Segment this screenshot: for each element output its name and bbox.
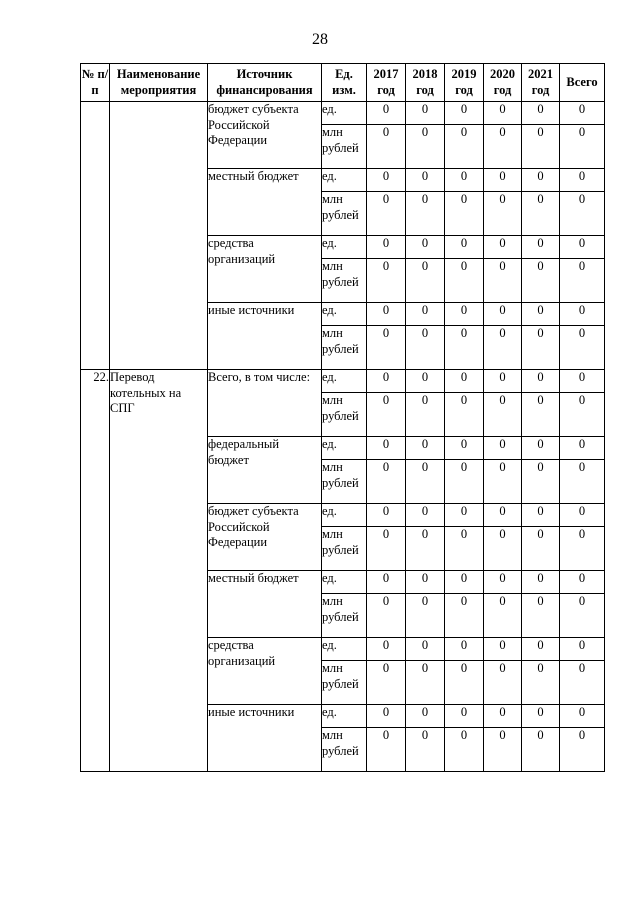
- value-cell: 0: [445, 259, 484, 303]
- value-cell: 0: [445, 236, 484, 259]
- value-cell: 0: [406, 728, 445, 772]
- unit-cell: ед.: [322, 705, 367, 728]
- unit-cell: ед.: [322, 303, 367, 326]
- value-cell: 0: [406, 259, 445, 303]
- value-cell: 0: [484, 504, 522, 527]
- value-cell: 0: [406, 192, 445, 236]
- value-cell: 0: [406, 460, 445, 504]
- header-unit: Ед. изм.: [322, 64, 367, 102]
- value-cell: 0: [522, 527, 560, 571]
- unit-cell: млн рублей: [322, 259, 367, 303]
- value-cell: 0: [445, 437, 484, 460]
- value-cell: 0: [367, 504, 406, 527]
- value-cell: 0: [484, 326, 522, 370]
- value-cell: 0: [522, 259, 560, 303]
- header-name: Наименование мероприятия: [110, 64, 208, 102]
- funding-source-cell: федеральный бюджет: [208, 437, 322, 504]
- value-cell: 0: [484, 661, 522, 705]
- value-cell: 0: [445, 571, 484, 594]
- value-cell: 0: [367, 571, 406, 594]
- value-cell: 0: [484, 437, 522, 460]
- unit-cell: ед.: [322, 102, 367, 125]
- value-cell: 0: [522, 705, 560, 728]
- item-number-cell: 22.: [81, 370, 110, 772]
- value-cell: 0: [560, 303, 605, 326]
- value-cell: 0: [367, 370, 406, 393]
- unit-cell: млн рублей: [322, 326, 367, 370]
- value-cell: 0: [560, 259, 605, 303]
- value-cell: 0: [367, 527, 406, 571]
- value-cell: 0: [445, 527, 484, 571]
- unit-cell: млн рублей: [322, 192, 367, 236]
- header-row: [81, 64, 605, 102]
- value-cell: 0: [367, 728, 406, 772]
- value-cell: 0: [406, 393, 445, 437]
- value-cell: 0: [560, 638, 605, 661]
- value-cell: 0: [445, 594, 484, 638]
- value-cell: 0: [560, 236, 605, 259]
- value-cell: 0: [484, 169, 522, 192]
- value-cell: 0: [522, 393, 560, 437]
- value-cell: 0: [367, 259, 406, 303]
- value-cell: 0: [367, 192, 406, 236]
- value-cell: 0: [406, 504, 445, 527]
- item-name-cell: [110, 102, 208, 370]
- value-cell: 0: [484, 460, 522, 504]
- value-cell: 0: [560, 661, 605, 705]
- funding-source-cell: иные источники: [208, 705, 322, 772]
- value-cell: 0: [367, 125, 406, 169]
- value-cell: 0: [560, 169, 605, 192]
- item-name-cell: Перевод котельных на СПГ: [110, 370, 208, 772]
- value-cell: 0: [560, 393, 605, 437]
- value-cell: 0: [445, 102, 484, 125]
- item-number-cell: [81, 102, 110, 370]
- value-cell: 0: [522, 460, 560, 504]
- value-cell: 0: [406, 594, 445, 638]
- value-cell: 0: [484, 259, 522, 303]
- header-total: Всего: [560, 64, 605, 102]
- value-cell: 0: [522, 102, 560, 125]
- value-cell: 0: [445, 125, 484, 169]
- value-cell: 0: [367, 169, 406, 192]
- header-2019: 2019 год: [445, 64, 484, 102]
- unit-cell: млн рублей: [322, 594, 367, 638]
- table-row: [81, 370, 605, 393]
- value-cell: 0: [406, 236, 445, 259]
- header-2021: 2021 год: [522, 64, 560, 102]
- value-cell: 0: [522, 594, 560, 638]
- value-cell: 0: [560, 437, 605, 460]
- value-cell: 0: [367, 638, 406, 661]
- value-cell: 0: [406, 169, 445, 192]
- value-cell: 0: [445, 370, 484, 393]
- funding-source-cell: средства организаций: [208, 236, 322, 303]
- value-cell: 0: [484, 571, 522, 594]
- value-cell: 0: [406, 102, 445, 125]
- value-cell: 0: [522, 504, 560, 527]
- table-row: [81, 102, 605, 125]
- unit-cell: млн рублей: [322, 527, 367, 571]
- value-cell: 0: [560, 326, 605, 370]
- header-2017: 2017 год: [367, 64, 406, 102]
- financing-table: [80, 63, 605, 772]
- value-cell: 0: [484, 527, 522, 571]
- header-2018: 2018 год: [406, 64, 445, 102]
- value-cell: 0: [406, 571, 445, 594]
- value-cell: 0: [522, 169, 560, 192]
- value-cell: 0: [522, 125, 560, 169]
- value-cell: 0: [445, 326, 484, 370]
- value-cell: 0: [522, 326, 560, 370]
- value-cell: 0: [445, 169, 484, 192]
- funding-source-cell: местный бюджет: [208, 169, 322, 236]
- value-cell: 0: [367, 393, 406, 437]
- value-cell: 0: [522, 437, 560, 460]
- value-cell: 0: [522, 661, 560, 705]
- value-cell: 0: [445, 638, 484, 661]
- unit-cell: млн рублей: [322, 661, 367, 705]
- value-cell: 0: [484, 192, 522, 236]
- funding-source-cell: средства организаций: [208, 638, 322, 705]
- unit-cell: ед.: [322, 169, 367, 192]
- value-cell: 0: [445, 661, 484, 705]
- value-cell: 0: [560, 102, 605, 125]
- value-cell: 0: [367, 594, 406, 638]
- header-num: № п/п: [81, 64, 110, 102]
- value-cell: 0: [484, 125, 522, 169]
- unit-cell: млн рублей: [322, 460, 367, 504]
- value-cell: 0: [367, 705, 406, 728]
- value-cell: 0: [406, 437, 445, 460]
- value-cell: 0: [367, 303, 406, 326]
- value-cell: 0: [560, 460, 605, 504]
- value-cell: 0: [484, 638, 522, 661]
- value-cell: 0: [484, 594, 522, 638]
- value-cell: 0: [445, 504, 484, 527]
- value-cell: 0: [445, 303, 484, 326]
- value-cell: 0: [445, 728, 484, 772]
- value-cell: 0: [560, 571, 605, 594]
- value-cell: 0: [560, 370, 605, 393]
- funding-source-cell: Всего, в том числе:: [208, 370, 322, 437]
- unit-cell: ед.: [322, 236, 367, 259]
- header-source: Источник финансирования: [208, 64, 322, 102]
- unit-cell: ед.: [322, 571, 367, 594]
- funding-source-cell: бюджет субъекта Российской Федерации: [208, 102, 322, 169]
- value-cell: 0: [445, 705, 484, 728]
- value-cell: 0: [560, 125, 605, 169]
- value-cell: 0: [522, 571, 560, 594]
- value-cell: 0: [367, 102, 406, 125]
- value-cell: 0: [522, 303, 560, 326]
- value-cell: 0: [406, 370, 445, 393]
- value-cell: 0: [522, 370, 560, 393]
- funding-source-cell: иные источники: [208, 303, 322, 370]
- value-cell: 0: [406, 125, 445, 169]
- value-cell: 0: [484, 393, 522, 437]
- value-cell: 0: [445, 393, 484, 437]
- value-cell: 0: [522, 192, 560, 236]
- value-cell: 0: [522, 728, 560, 772]
- value-cell: 0: [367, 661, 406, 705]
- value-cell: 0: [406, 705, 445, 728]
- value-cell: 0: [406, 303, 445, 326]
- value-cell: 0: [560, 728, 605, 772]
- unit-cell: млн рублей: [322, 125, 367, 169]
- value-cell: 0: [367, 460, 406, 504]
- unit-cell: ед.: [322, 504, 367, 527]
- value-cell: 0: [522, 638, 560, 661]
- value-cell: 0: [484, 236, 522, 259]
- value-cell: 0: [406, 326, 445, 370]
- value-cell: 0: [367, 437, 406, 460]
- value-cell: 0: [560, 705, 605, 728]
- value-cell: 0: [484, 303, 522, 326]
- unit-cell: млн рублей: [322, 393, 367, 437]
- value-cell: 0: [367, 236, 406, 259]
- value-cell: 0: [484, 370, 522, 393]
- value-cell: 0: [484, 728, 522, 772]
- value-cell: 0: [445, 460, 484, 504]
- value-cell: 0: [560, 527, 605, 571]
- table-body: [81, 102, 605, 772]
- unit-cell: млн рублей: [322, 728, 367, 772]
- value-cell: 0: [445, 192, 484, 236]
- unit-cell: ед.: [322, 370, 367, 393]
- value-cell: 0: [560, 504, 605, 527]
- funding-source-cell: местный бюджет: [208, 571, 322, 638]
- value-cell: 0: [560, 192, 605, 236]
- value-cell: 0: [367, 326, 406, 370]
- value-cell: 0: [522, 236, 560, 259]
- unit-cell: ед.: [322, 437, 367, 460]
- page-number: 28: [312, 31, 328, 48]
- unit-cell: ед.: [322, 638, 367, 661]
- value-cell: 0: [406, 638, 445, 661]
- value-cell: 0: [484, 102, 522, 125]
- value-cell: 0: [484, 705, 522, 728]
- value-cell: 0: [560, 594, 605, 638]
- value-cell: 0: [406, 661, 445, 705]
- value-cell: 0: [406, 527, 445, 571]
- header-2020: 2020 год: [484, 64, 522, 102]
- funding-source-cell: бюджет субъекта Российской Федерации: [208, 504, 322, 571]
